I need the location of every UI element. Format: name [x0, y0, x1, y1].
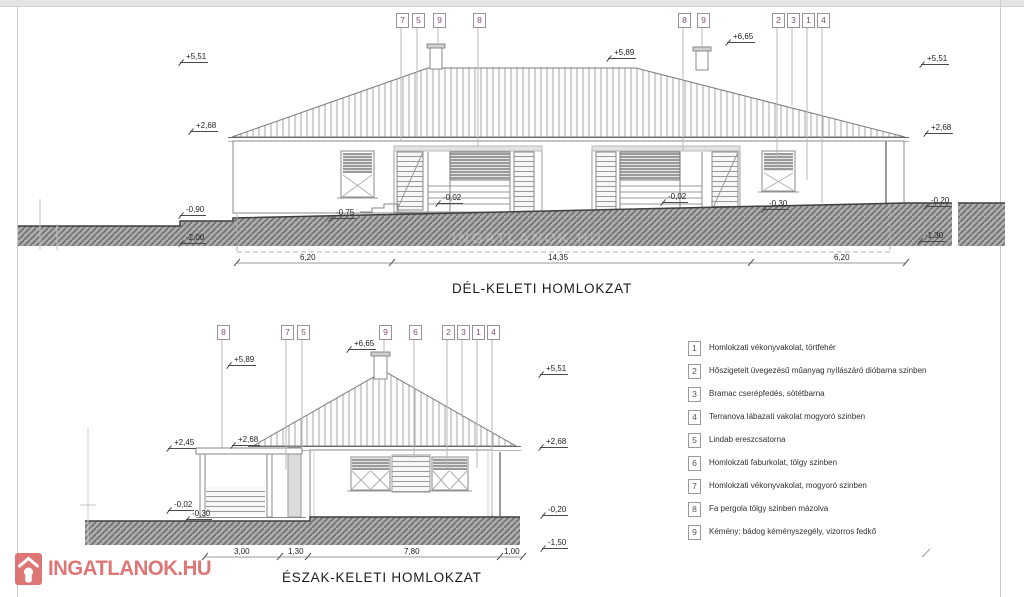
title-north-east-elevation: ÉSZAK-KELETI HOMLOKZAT [282, 570, 482, 585]
ref-marker: 3 [787, 13, 800, 28]
level-mark: -2,00 [180, 233, 206, 244]
watermark-text: INGATLANOK.HU [48, 557, 212, 580]
pergola [196, 447, 306, 518]
level-mark: +2,68 [190, 121, 218, 132]
title-south-east-elevation: DÉL-KELETI HOMLOKZAT [452, 281, 633, 296]
ref-marker: 3 [457, 325, 470, 340]
dimension-label: 3,00 [234, 547, 250, 556]
legend-label: Homlokzati vékonyvakolat, mogyoró szinben [709, 481, 867, 490]
legend-label: Homlokzati faburkolat, tölgy szinben [709, 458, 838, 467]
window-right [758, 151, 799, 192]
dimension-label: 6,20 [300, 253, 316, 262]
legend-number: 2 [688, 364, 701, 379]
level-mark: -0,02 [168, 500, 194, 511]
level-mark: -0,20 [542, 505, 568, 516]
legend-item [688, 433, 786, 448]
ref-marker: 6 [409, 325, 422, 340]
level-mark: -1,50 [542, 538, 568, 549]
legend-label: Terranova lábazati vakolat mogyoró szinben [709, 412, 866, 421]
level-mark: +2,68 [232, 435, 260, 446]
level-mark: +6,65 [348, 339, 376, 350]
chimney-bottom [371, 352, 390, 379]
ref-marker: 9 [433, 13, 446, 28]
level-mark: +5,51 [540, 364, 568, 375]
legend-number: 7 [688, 479, 701, 494]
south-east-elevation-drawing [18, 27, 1005, 266]
level-mark: -0,02 [437, 193, 463, 204]
level-mark: -0,30 [186, 509, 212, 520]
level-mark: +5,89 [608, 48, 636, 59]
chimney-right [693, 47, 711, 70]
ref-marker: 5 [297, 325, 310, 340]
level-mark: -0,02 [662, 192, 688, 203]
level-mark: -0,30 [763, 199, 789, 210]
ref-marker: 2 [442, 325, 455, 340]
legend-number: 9 [688, 525, 701, 540]
ref-marker: 7 [281, 325, 294, 340]
ref-marker: 1 [472, 325, 485, 340]
legend-label: Fa pergola tölgy szinben mázolva [709, 504, 829, 513]
legend-item [688, 502, 828, 517]
legend-number: 6 [688, 456, 701, 471]
ref-marker: 2 [772, 13, 785, 28]
dimension-label: 1,30 [288, 547, 304, 556]
ref-marker: 9 [697, 13, 710, 28]
house-keyhole-icon [15, 553, 42, 585]
level-mark: +2,68 [925, 123, 953, 134]
legend-item [688, 410, 865, 425]
roof-top [232, 68, 905, 137]
ref-marker: 5 [412, 13, 425, 28]
legend-label: Hőszigetelt üvegezésű műanyag nyílászáró dióbarna szinben [709, 366, 927, 375]
dimension-line-top [234, 259, 909, 266]
legend-number: 5 [688, 433, 701, 448]
chimney-left [427, 44, 445, 69]
ref-marker: 1 [802, 13, 815, 28]
ref-marker: 4 [487, 325, 500, 340]
window-bottom-right [428, 457, 472, 491]
legend-number: 8 [688, 502, 701, 517]
ghost-watermark: INGATLANOK.HU [452, 230, 603, 247]
ref-marker: 8 [217, 325, 230, 340]
wood-cladding-panel [392, 455, 430, 492]
legend-label: Bramac cserépfedés, sötétbarna [709, 389, 825, 398]
dimension-line-bottom [202, 553, 526, 560]
dimension-label: 7,80 [404, 547, 420, 556]
level-mark: +5,89 [228, 355, 256, 366]
legend-number: 1 [688, 341, 701, 356]
wall-top [233, 141, 904, 213]
legend-label: Kémény: bádog kéményszegély, vizorros fedkő [709, 527, 877, 536]
window-left [337, 151, 378, 198]
level-mark: +6,65 [727, 32, 755, 43]
ground-bottom [85, 517, 520, 545]
ref-marker: 4 [817, 13, 830, 28]
level-mark: +5,51 [180, 52, 208, 63]
legend-number: 3 [688, 387, 701, 402]
level-mark: +5,51 [921, 54, 949, 65]
legend-item [688, 341, 836, 356]
level-mark: -0,75 [330, 208, 356, 219]
legend-label: Lindab ereszcsatorna [709, 435, 786, 444]
level-mark: +2,68 [540, 437, 568, 448]
legend-item [688, 479, 867, 494]
dimension-label: 14,35 [548, 253, 569, 262]
legend-label: Homlokzati vékonyvakolat, törtfehér [709, 343, 836, 352]
dimension-label: 6,20 [834, 253, 850, 262]
legend-item [688, 364, 926, 379]
window-bottom-left [347, 457, 394, 491]
level-mark: +2,45 [168, 438, 196, 449]
ref-marker: 8 [473, 13, 486, 28]
ref-marker: 9 [379, 325, 392, 340]
watermark [15, 553, 216, 585]
legend-item [688, 387, 825, 402]
ref-marker: 8 [678, 13, 691, 28]
dimension-label: 1,00 [504, 547, 520, 556]
level-mark: -0,90 [180, 205, 206, 216]
legend-item [688, 456, 837, 471]
level-mark: -0,20 [925, 196, 951, 207]
legend-item [688, 525, 876, 540]
level-mark: -1,30 [919, 231, 945, 242]
ref-marker: 7 [396, 13, 409, 28]
legend-number: 4 [688, 410, 701, 425]
